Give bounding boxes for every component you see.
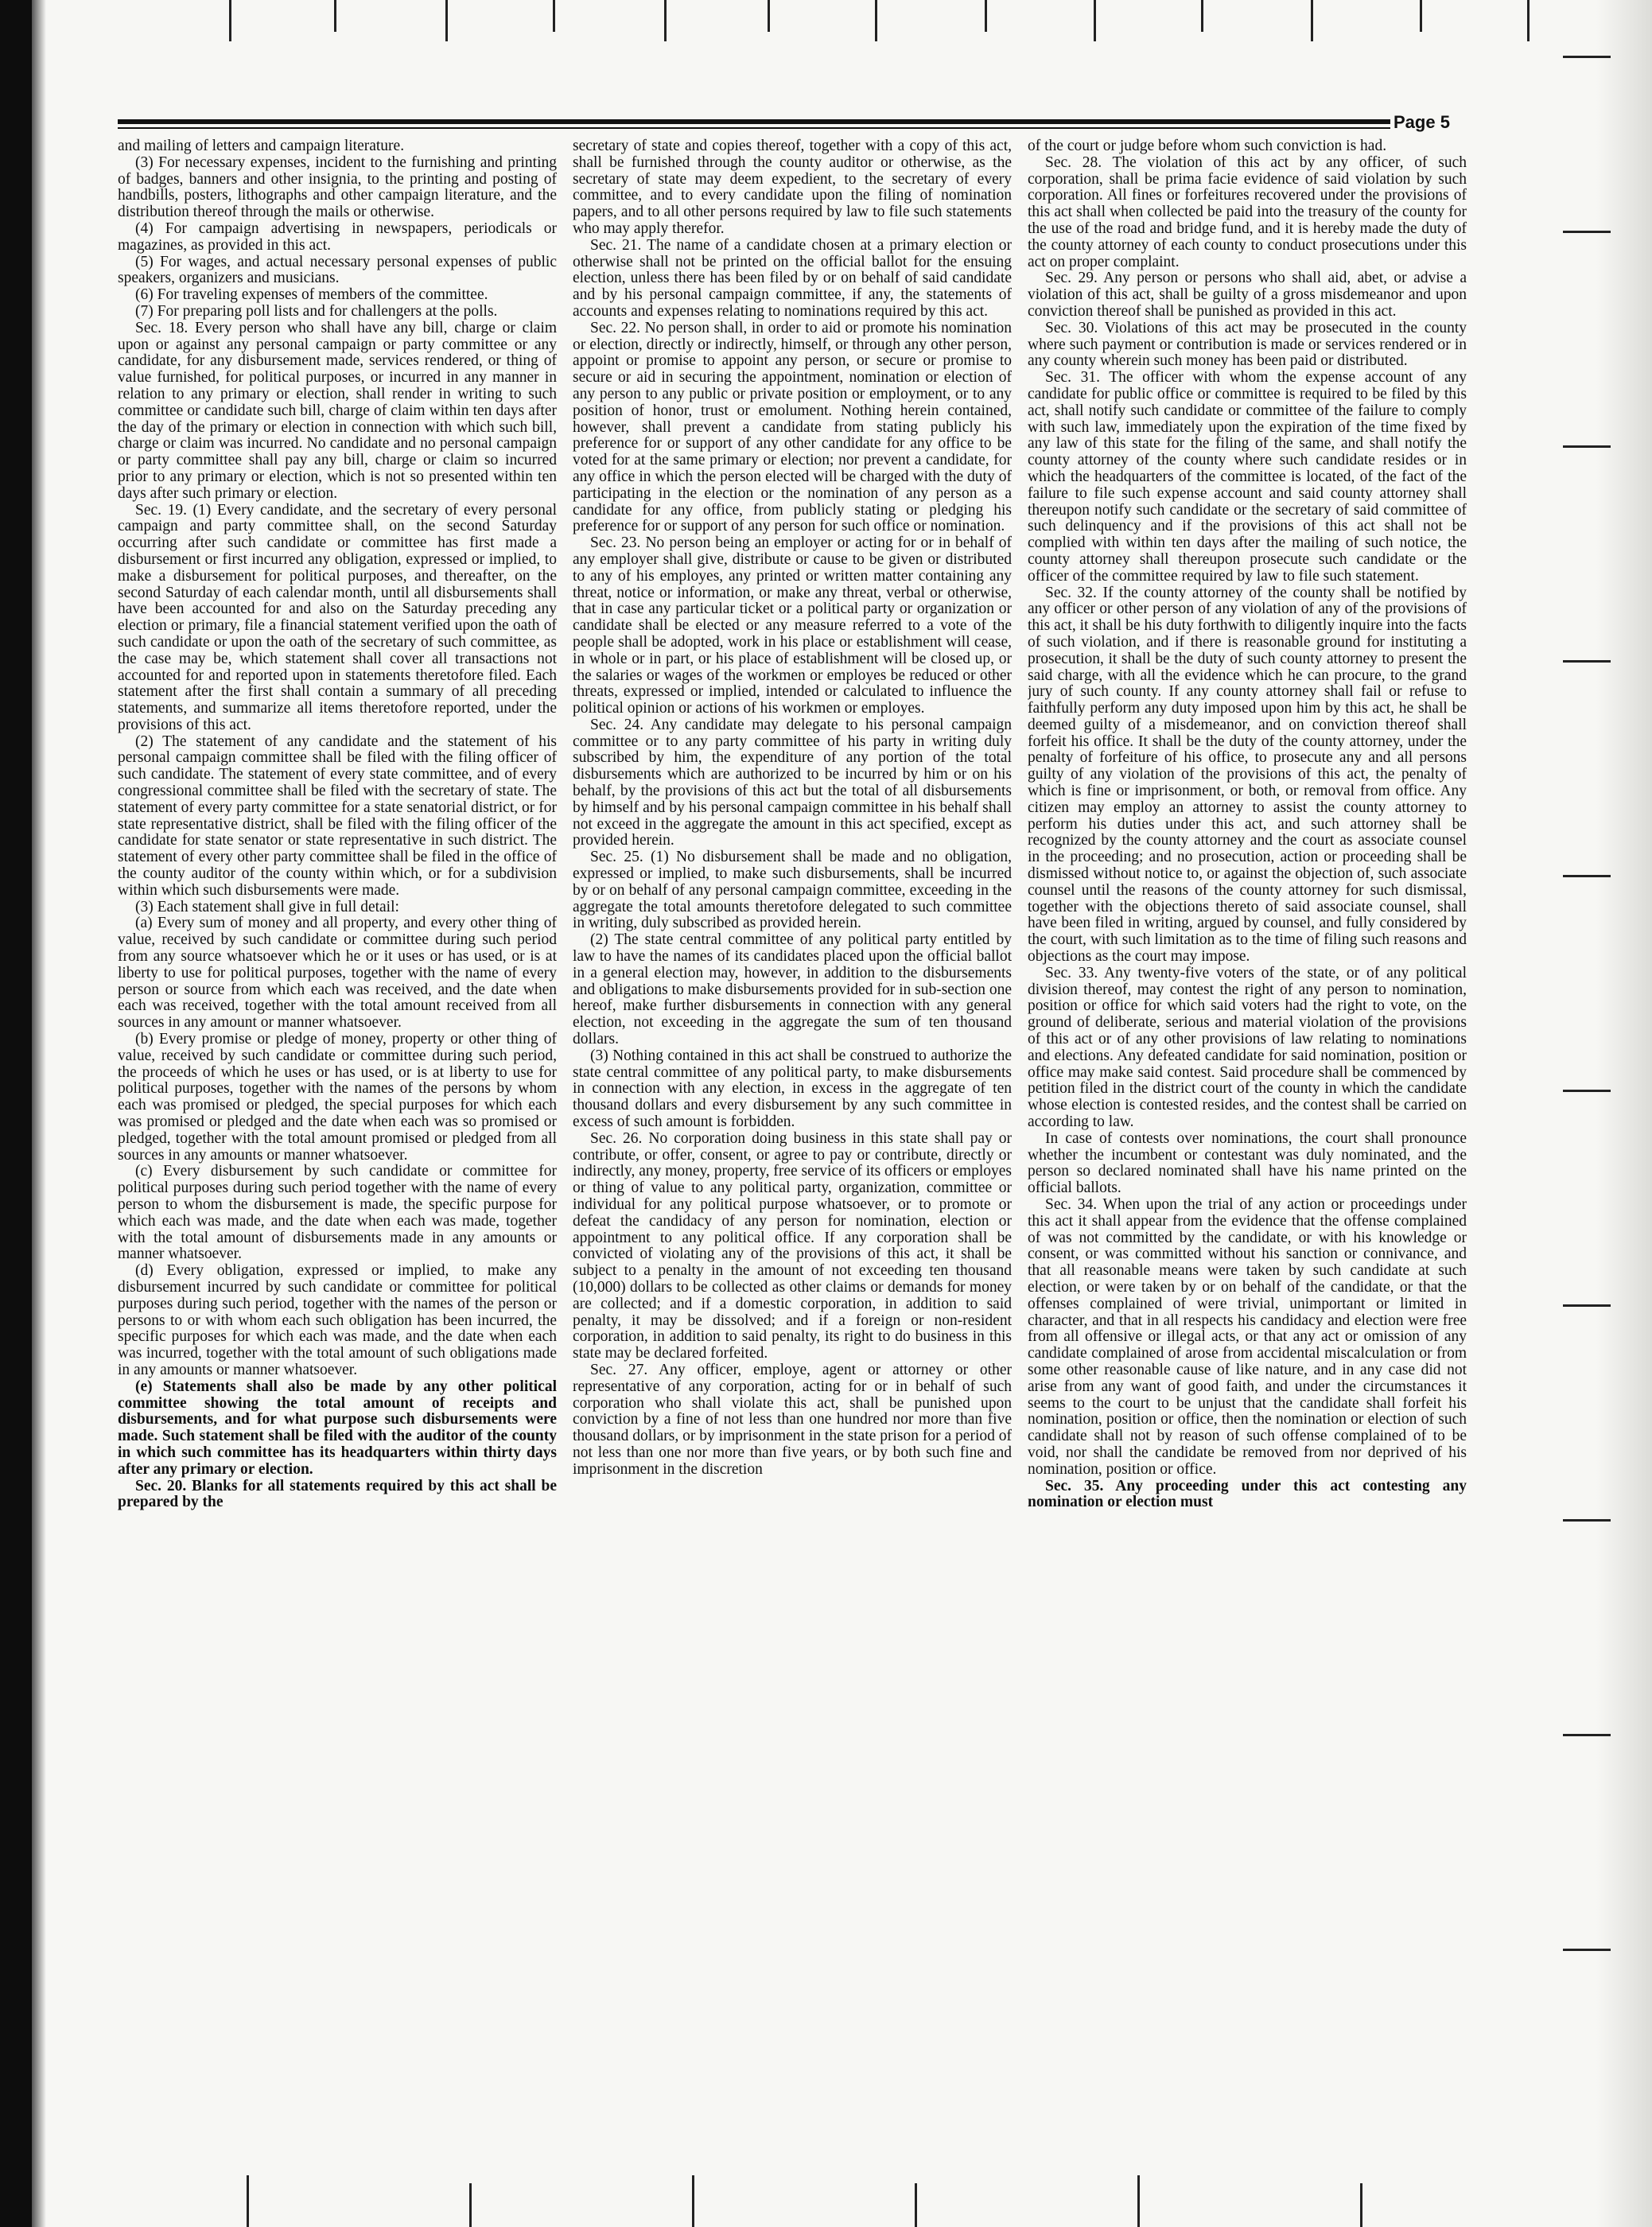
top-tick-mark <box>445 0 448 41</box>
paragraph: Sec. 26. No corporation doing business in this state shall pay or contribute, or offer, consent, or agree to pay or contribute, directly or indirectly, any money, property, free service of its officers or employes or thing of value to any political party, organization, committee or individual for any political purpose whatsoever, or to promote or defeat the candidacy of any person for nomination, election or appointment to any political office. If any corporation shall be convicted of violating any of the provisions of this act, it shall be subject to a penalty in the amount of not exceeding ten thousand (10,000) dollars to be collected as other claims or demands for money are collected; and if a domestic corporation, in addition to said penalty, it may be dissolved; and if a foreign or non-resident corporation, in addition to said penalty, its right to do business in this state may be declared forfeited. <box>573 1129 1012 1362</box>
top-tick-mark <box>875 0 877 41</box>
paragraph: Sec. 24. Any candidate may delegate to his personal campaign committee or to any party committee of his party in writing duly subscribed by him, the expenditure of any portion of the total disbursements which are authorized to be incurred by him or on his behalf, by the provisions of this act but the total of all disbursements by himself and by his personal campaign committee in his behalf shall not exceed in the aggregate the amount in this act specified, except as provided herein. <box>573 716 1012 849</box>
paragraph: Sec. 27. Any officer, employe, agent or attorney or other representative of any corporation, acting for or in behalf of such corporation who shall violate this act, shall be punished upon conviction by a fine of not less than one hundred nor more than five thousand dollars, or by imprisonment in the state prison for a period of not less than one nor more than five years, or by both such fine and imprisonment in the discretion <box>573 1361 1012 1478</box>
scan-edge-shadow <box>32 0 46 2227</box>
right-tick-mark <box>1563 1304 1611 1307</box>
paragraph: Sec. 33. Any twenty-five voters of the state, or of any political division thereof, may contest the right of any person to nomination, position or office for which said voters had the right to vote, on the ground of deliberate, serious and material violation of the provisions of this act or of any other provisions of law relating to nominations and elections. Any defeated candidate for said nomination, position or office may make said contest. Said procedure shall be commenced by petition filed in the district court of the county in which the candidate whose election is contested resides, and the contest shall be carried on according to law. <box>1028 964 1467 1131</box>
paragraph: (b) Every promise or pledge of money, property or other thing of value, received by such candidate or committee during such period, the proceeds of which he uses or has used, or is at liberty to use for political purposes, together with the names of the persons by whom each was promised or pledged, the special purposes for which each was promised or pledged and the date when each was so promised or pledged, together with the total amount promised or pledged from all sources in any amounts or manner whatsoever. <box>118 1031 557 1164</box>
text-column-1 <box>118 138 557 2063</box>
paragraph: (e) Statements shall also be made by any other political committee showing the total amount of receipts and disbursements, and for what purpose such disbursements were made. Such statement shall be filed with the auditor of the county in which such committee has its headquarters within thirty days after any primary or election. <box>118 1378 557 1478</box>
right-tick-mark <box>1563 231 1611 233</box>
paragraph: Sec. 31. The officer with whom the expense account of any candidate for public office or committee is required to be filed by this act, shall notify such candidate or committee of the failure to comply with such law, immediately upon the expiration of the time fixed by any law of this state for the filing of the same, and shall notify the county attorney of the county where such candidate resides or in which the headquarters of the committee is located, of the fact of the failure to file such expense account and said county attorney shall thereupon notify such candidate or the secretary of said committee of such delinquency and if the provisions of this act shall not be complied with within ten days after the mailing of such notice, the county attorney shall thereupon prosecute such candidate or the officer of the committee required by law to file such statement. <box>1028 369 1467 585</box>
top-tick-mark <box>768 0 770 32</box>
paragraph: (2) The state central committee of any political party entitled by law to have the names of its candidates placed upon the official ballot in a general election may, however, in addition to the disbursements and obligations to make disbursements provided for in sub-section one hereof, make further disbursements in connection with any general election, not exceeding in the aggregate the sum of ten thousand dollars. <box>573 931 1012 1048</box>
right-tick-mark <box>1563 1734 1611 1736</box>
right-tick-mark <box>1563 1090 1611 1092</box>
paragraph: of the court or judge before whom such conviction is had. <box>1028 138 1387 154</box>
right-tick-mark <box>1563 875 1611 877</box>
right-tick-mark <box>1563 660 1611 663</box>
paragraph: (c) Every disbursement by such candidate or committee for political purposes during such period together with the name of every person to whom the disbursement is made, the specific purpose for which each was made, and the date when each was made, together with the total amount of disbursements made in any amounts or manner whatsoever. <box>118 1163 557 1263</box>
top-tick-mark <box>664 0 667 41</box>
paragraph: and mailing of letters and campaign literature. <box>118 138 405 154</box>
paragraph: (3) For necessary expenses, incident to the furnishing and printing of badges, banners and other insignia, to the printing and posting of handbills, posters, lithographs and other campaign literature, and the distribution thereof through the mails or otherwise. <box>118 154 557 221</box>
bottom-tick-mark <box>1137 2175 1140 2227</box>
top-tick-mark <box>985 0 987 32</box>
paragraph: (4) For campaign advertising in newspapers, periodicals or magazines, as provided in this act. <box>118 220 557 254</box>
text-column-2 <box>573 138 1012 2063</box>
paragraph: Sec. 29. Any person or persons who shall aid, abet, or advise a violation of this act, shall be guilty of a gross misdemeanor and upon conviction thereof shall be punished as provided in this act. <box>1028 270 1467 320</box>
paragraph: Sec. 21. The name of a candidate chosen at a primary election or otherwise shall not be printed on the official ballot for the ensuing election, unless there has been filed by or on behalf of said candidate and by his personal campaign committee, if any, the statements of accounts and expenses relating to nominations required by this act. <box>573 236 1012 320</box>
bottom-tick-mark <box>247 2175 249 2227</box>
bottom-tick-mark <box>469 2183 472 2227</box>
bottom-tick-mark <box>692 2175 694 2227</box>
paragraph: Sec. 22. No person shall, in order to aid or promote his nomination or election, directly or indirectly, himself, or through any other person, appoint or promise to appoint any person, or secure or promise to secure or aid in securing the appointment, nomination or election of any person to any public or private position or employment, or to any position of honor, trust or emolument. Nothing herein contained, however, shall prevent a candidate from stating publicly his preference for or support of any other candidate for any office to be voted for at the same primary or election; nor prevent a candidate, for any office in which the person elected will be charged with the duty of participating in the election or the nomination of any person as a candidate for any office, from publicly stating or pledging his preference for or support of any person for such office or nomination. <box>573 319 1012 535</box>
page-number: Page 5 <box>1390 112 1453 133</box>
text-column-3 <box>1028 138 1467 2063</box>
paragraph: Sec. 18. Every person who shall have any bill, charge or claim upon or against any personal campaign or party committee or any candidate, for any disbursement made, services rendered, or thing of value furnished, for political purposes, or incurred in any manner in relation to any primary or election, shall render in writing to such committee or candidate such bill, charge of claim within ten days after the day of the primary or election in connection with which such bill, charge or claim was incurred. No candidate and no personal campaign or party committee shall pay any bill, charge or claim so incurred prior to any primary or election, which is not so presented within ten days after such primary or election. <box>118 319 557 502</box>
header-rule-thin <box>118 127 1446 129</box>
paragraph: (2) The statement of any candidate and the statement of his personal campaign committee shall be filed with the filing officer of such candidate. The statement of every state committee, and of every congressional committee shall be filed with the secretary of state. The statement of every party committee for a state senatorial district, or for state representative district, shall be filed with the filing officer of the candidate for state senator or state representative in such district. The statement of every other party committee shall be filed in the office of the county auditor of the county within which, or for a subdivision within which such disbursements were made. <box>118 733 557 899</box>
paragraph: Sec. 32. If the county attorney of the county shall be notified by any officer or other person of any violation of any of the provisions of this act, it shall be his duty forthwith to diligently inquire into the facts of such violation, and if there is reasonable ground for instituting a prosecution, it shall be the duty of such county attorney to present the said charge, with all the evidence which he can procure, to the grand jury of such county. If any county attorney shall fail or refuse to faithfully perform any duty imposed upon him by this act, he shall be deemed guilty of a misdemeanor, and on conviction thereof shall forfeit his office. It shall be the duty of the county attorney, under the penalty of forfeiture of his office, to prosecute any and all persons guilty of any violation of the provisions of this act, the penalty of which is fine or imprisonment, or both, or removal from office. Any citizen may employ an attorney to assist the county attorney to perform his duties under this act, and such attorney shall be recognized by the county attorney and the court as associate counsel in the proceeding; and no prosecution, action or proceeding shall be dismissed without notice to, or against the objection of, such associate counsel until the reasons of the county attorney for such dismissal, together with the objections thereto of said associate counsel, shall have been filed in writing, argued by counsel, and fully considered by the court, with such limitation as to the time of filing such reasons and objections as the court may impose. <box>1028 584 1467 966</box>
header-rule <box>118 119 1446 124</box>
scan-dark-edge <box>0 0 32 2227</box>
bottom-tick-mark <box>915 2183 917 2227</box>
paragraph: In case of contests over nominations, the court shall pronounce whether the incumbent or contestant was duly nominated, and the person so declared nominated shall have his name printed on the official ballots. <box>1028 1129 1467 1197</box>
paragraph: Sec. 23. No person being an employer or acting for or in behalf of any employer shall give, distribute or cause to be given or distributed to any of his employes, any printed or written matter containing any threat, notice or information, or make any threat, verbal or otherwise, that in case any particular ticket or a political party or organization or candidate shall be elected or any measure referred to a vote of the people shall be adopted, work in his place or establishment will cease, in whole or in part, or his place of establishment will be closed up, or the salaries or wages of the workmen or employes be reduced or other threats, expressed or implied, intended or calculated to influence the political opinion or actions of his workmen or employes. <box>573 534 1012 717</box>
paragraph: (d) Every obligation, expressed or implied, to make any disbursement incurred by such candidate or committee for political purposes during such period, together with the names of the person or persons to or with whom each such obligation has been incurred, the specific purposes for which each was made, and the date when each was incurred, together with the total amount of such obligations made in any amounts or manner whatsoever. <box>118 1262 557 1378</box>
top-tick-mark <box>1094 0 1096 41</box>
paragraph: Sec. 20. Blanks for all statements required by this act shall be prepared by the <box>118 1477 557 1511</box>
paragraph: Sec. 35. Any proceeding under this act contesting any nomination or election must <box>1028 1477 1467 1511</box>
paragraph: Sec. 25. (1) No disbursement shall be made and no obligation, expressed or implied, to make such disbursements, shall be incurred by or on behalf of any personal campaign committee, exceeding in the aggregate the total amounts theretofore delegated to such committee in writing, duly subscribed as provided herein. <box>573 849 1012 932</box>
paragraph: Sec. 34. When upon the trial of any action or proceedings under this act it shall appear from the evidence that the offense complained of was not committed by the candidate, or with his knowledge or consent, or was committed without his sanction or connivance, and that all reasonable means were taken by such candidate at such election, or were taken by or on behalf of the candidate, or that the offenses complained of were trivial, unimportant or limited in character, and that in all respects his candidacy and election were free from all offensive or illegal acts, or that any act or omission of any candidate complained of arose from accidental miscalculation or from some other reasonable cause of like nature, and in any case did not arise from any want of good faith, and under the circumstances it seems to the court to be unjust that the candidate shall forfeit his nomination, position or office, then the nomination or election of such candidate shall not by reason of such offense complained of to be void, nor shall the candidate be removed from nor deprived of his nomination, position or office. <box>1028 1196 1467 1478</box>
paragraph: secretary of state and copies thereof, together with a copy of this act, shall be furnished through the county auditor or otherwise, as the secretary of state may deem expedient, to the secretary of every committee, and to every candidate upon the filing of nomination papers, and to all other persons required by law to file such statements who may apply therefor. <box>573 138 1012 237</box>
top-tick-mark <box>553 0 555 32</box>
top-tick-mark <box>1420 0 1422 32</box>
paragraph: (3) Nothing contained in this act shall be construed to authorize the state central committee of any political party, to make disbursements in connection with any election, in excess in the aggregate of ten thousand dollars and every disbursement by any such committee in excess of such amount is forbidden. <box>573 1047 1012 1131</box>
right-tick-mark <box>1563 1949 1611 1951</box>
paragraph: (6) For traveling expenses of members of the committee. <box>135 286 488 304</box>
paragraph: Sec. 19. (1) Every candidate, and the secretary of every personal campaign and party committee shall, on the second Saturday occurring after such candidate or committee has first made a disbursement or first incurred any obligation, expressed or implied, to make a disbursement for political purposes, and thereafter, on the second Saturday of each calendar month, until all disbursements shall have been accounted for and also on the Saturday preceding any election or primary, file a financial statement verified upon the oath of such candidate or upon the oath of the secretary of such committee, as the case may be, which statement shall cover all transactions not accounted for and reported upon in statements theretofore filed. Each statement after the first shall contain a summary of all preceding statements, and summarize all items theretofore reported, under the provisions of this act. <box>118 501 557 733</box>
bottom-tick-mark <box>1360 2183 1362 2227</box>
top-tick-mark <box>229 0 231 41</box>
paragraph: (5) For wages, and actual necessary personal expenses of public speakers, organizers and musicians. <box>118 253 557 287</box>
right-tick-mark <box>1563 445 1611 448</box>
top-tick-mark <box>334 0 336 32</box>
scan-right-shade <box>1596 0 1652 2227</box>
paragraph: (a) Every sum of money and all property, and every other thing of value, received by such candidate or committee during such period from any source whatsoever which he or it uses or has used, or is at liberty to use for political purposes, together with the name of every person or source from which each was received, and the date when each was received, together with the total amount received from all sources in any amount or manner whatsoever. <box>118 915 557 1032</box>
paragraph: (3) Each statement shall give in full detail: <box>135 898 399 915</box>
top-tick-mark <box>1311 0 1313 41</box>
right-tick-mark <box>1563 56 1611 58</box>
top-tick-mark <box>1527 0 1530 41</box>
top-tick-mark <box>1201 0 1203 32</box>
paragraph: (7) For preparing poll lists and for challengers at the polls. <box>135 302 498 320</box>
paragraph: Sec. 30. Violations of this act may be prosecuted in the county where such payment or contribution is made or services rendered or in any county wherein such money has been paid or distributed. <box>1028 319 1467 370</box>
right-tick-mark <box>1563 1519 1611 1522</box>
paragraph: Sec. 28. The violation of this act by any officer, of such corporation, shall be prima facie evidence of said violation by such corporation. All fines or forfeitures recovered under the provisions of this act shall when collected be paid into the treasury of the county for the use of the road and bridge fund, and it is hereby made the duty of the county attorney of each county to conduct prosecutions under this act on proper complaint. <box>1028 154 1467 270</box>
